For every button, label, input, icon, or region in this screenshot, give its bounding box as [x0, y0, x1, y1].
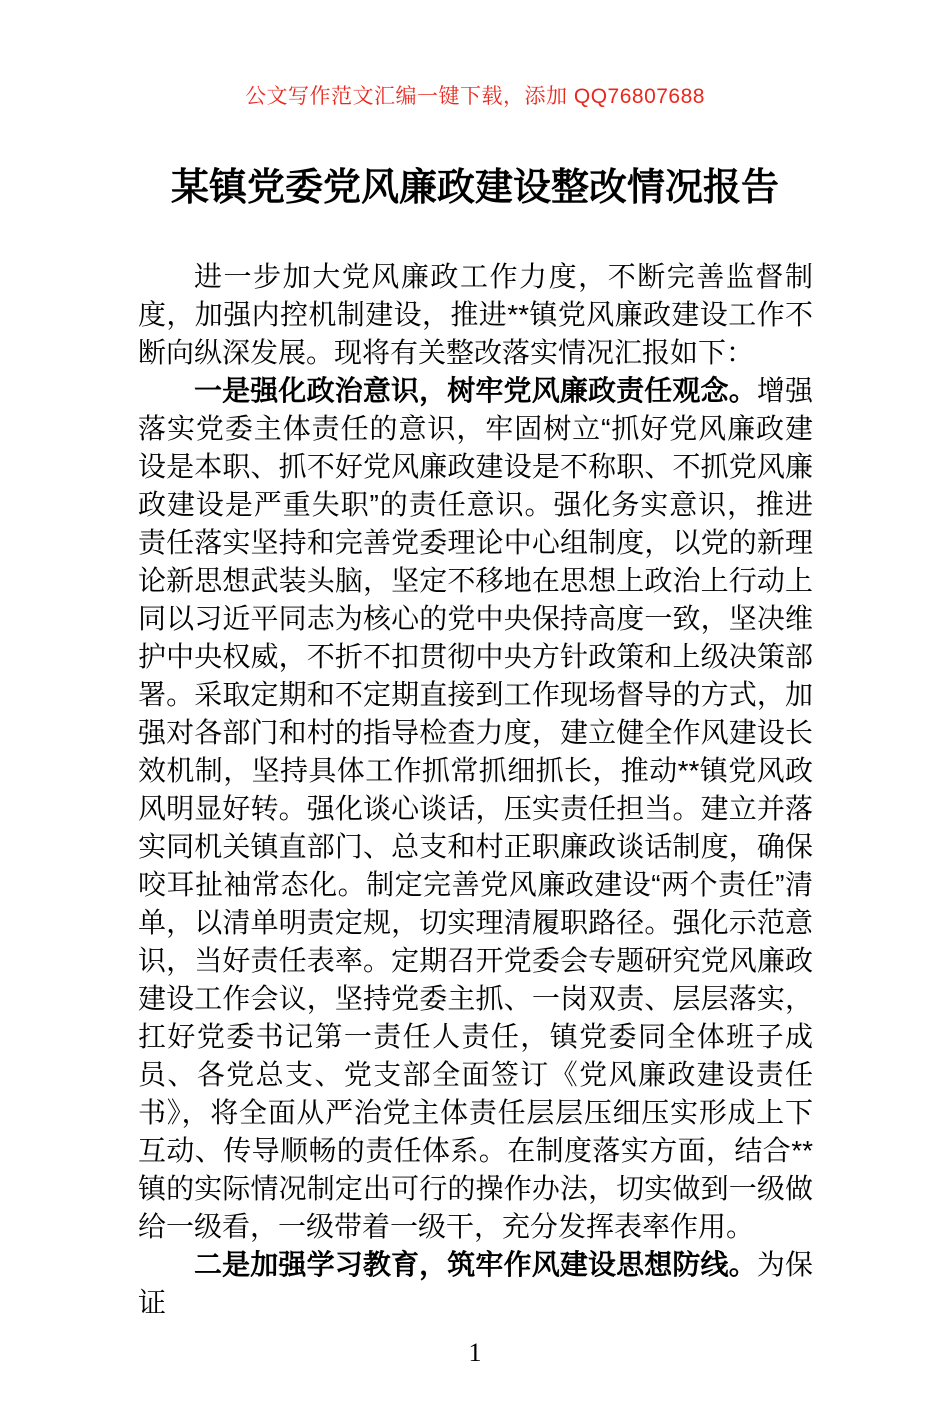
paragraph [138, 1246, 813, 1322]
paragraph-segment: 进一步加大党风廉政工作力度，不断完善监督制度，加强内控机制建设，推进**镇党风廉政建设工作不断向纵深发展。现将有关整改落实情况汇报如下： [138, 261, 813, 368]
paragraph-segment-bold: 一是强化政治意识，树牢党风廉政责任观念。 [194, 375, 757, 406]
paragraph-segment: 为保证 [138, 1249, 813, 1318]
page-title: 某镇党委党风廉政建设整改情况报告 [170, 167, 779, 209]
paragraph-segment-bold: 二是加强学习教育，筑牢作风建设思想防线。 [194, 1249, 757, 1280]
document-page [0, 82, 950, 1426]
paragraph [138, 372, 813, 1246]
paragraph [138, 258, 813, 372]
page-number: 1 [468, 1338, 482, 1367]
document-body [138, 258, 813, 1322]
promo-banner: 公文写作范文汇编一键下载，添加 QQ76807688 [245, 85, 705, 108]
paragraph-segment: 增强落实党委主体责任的意识，牢固树立“抓好党风廉政建设是本职、抓不好党风廉政建设是不称职、不抓党风廉政建设是严重失职”的责任意识。强化务实意识，推进责任落实坚持和完善党委理论中心组制度，以党的新理论新思想武装头脑，坚定不移地在思想上政治上行动上同以习近平同志为核心的党中央保持高度一致，坚决维护中央权威，不折不扣贯彻中央方针政策和上级决策部署。采取定期和不定期直接到工作现场督导的方式，加强对各部门和村的指导检查力度，建立健全作风建设长效机制，坚持具体工作抓常抓细抓长，推动**镇党风政风明显好转。强化谈心谈话，压实责任担当。建立并落实同机关镇直部门、总支和村正职廉政谈话制度，确保咬耳扯袖常态化。制定完善党风廉政建设“两个责任”清单，以清单明责定规，切实理清履职路径。强化示范意识，当好责任表率。定期召开党委会专题研究党风廉政建设工作会议，坚持党委主抓、一岗双责、层层落实，扛好党委书记第一责任人责任，镇党委同全体班子成员、各党总支、党支部全面签订《党风廉政建设责任书》，将全面从严治党主体责任层层压细压实形成上下互动、传导顺畅的责任体系。在制度落实方面，结合**镇的实际情况制定出可行的操作办法，切实做到一级做给一级看，一级带着一级干，充分发挥表率作用。 [138, 375, 813, 1242]
